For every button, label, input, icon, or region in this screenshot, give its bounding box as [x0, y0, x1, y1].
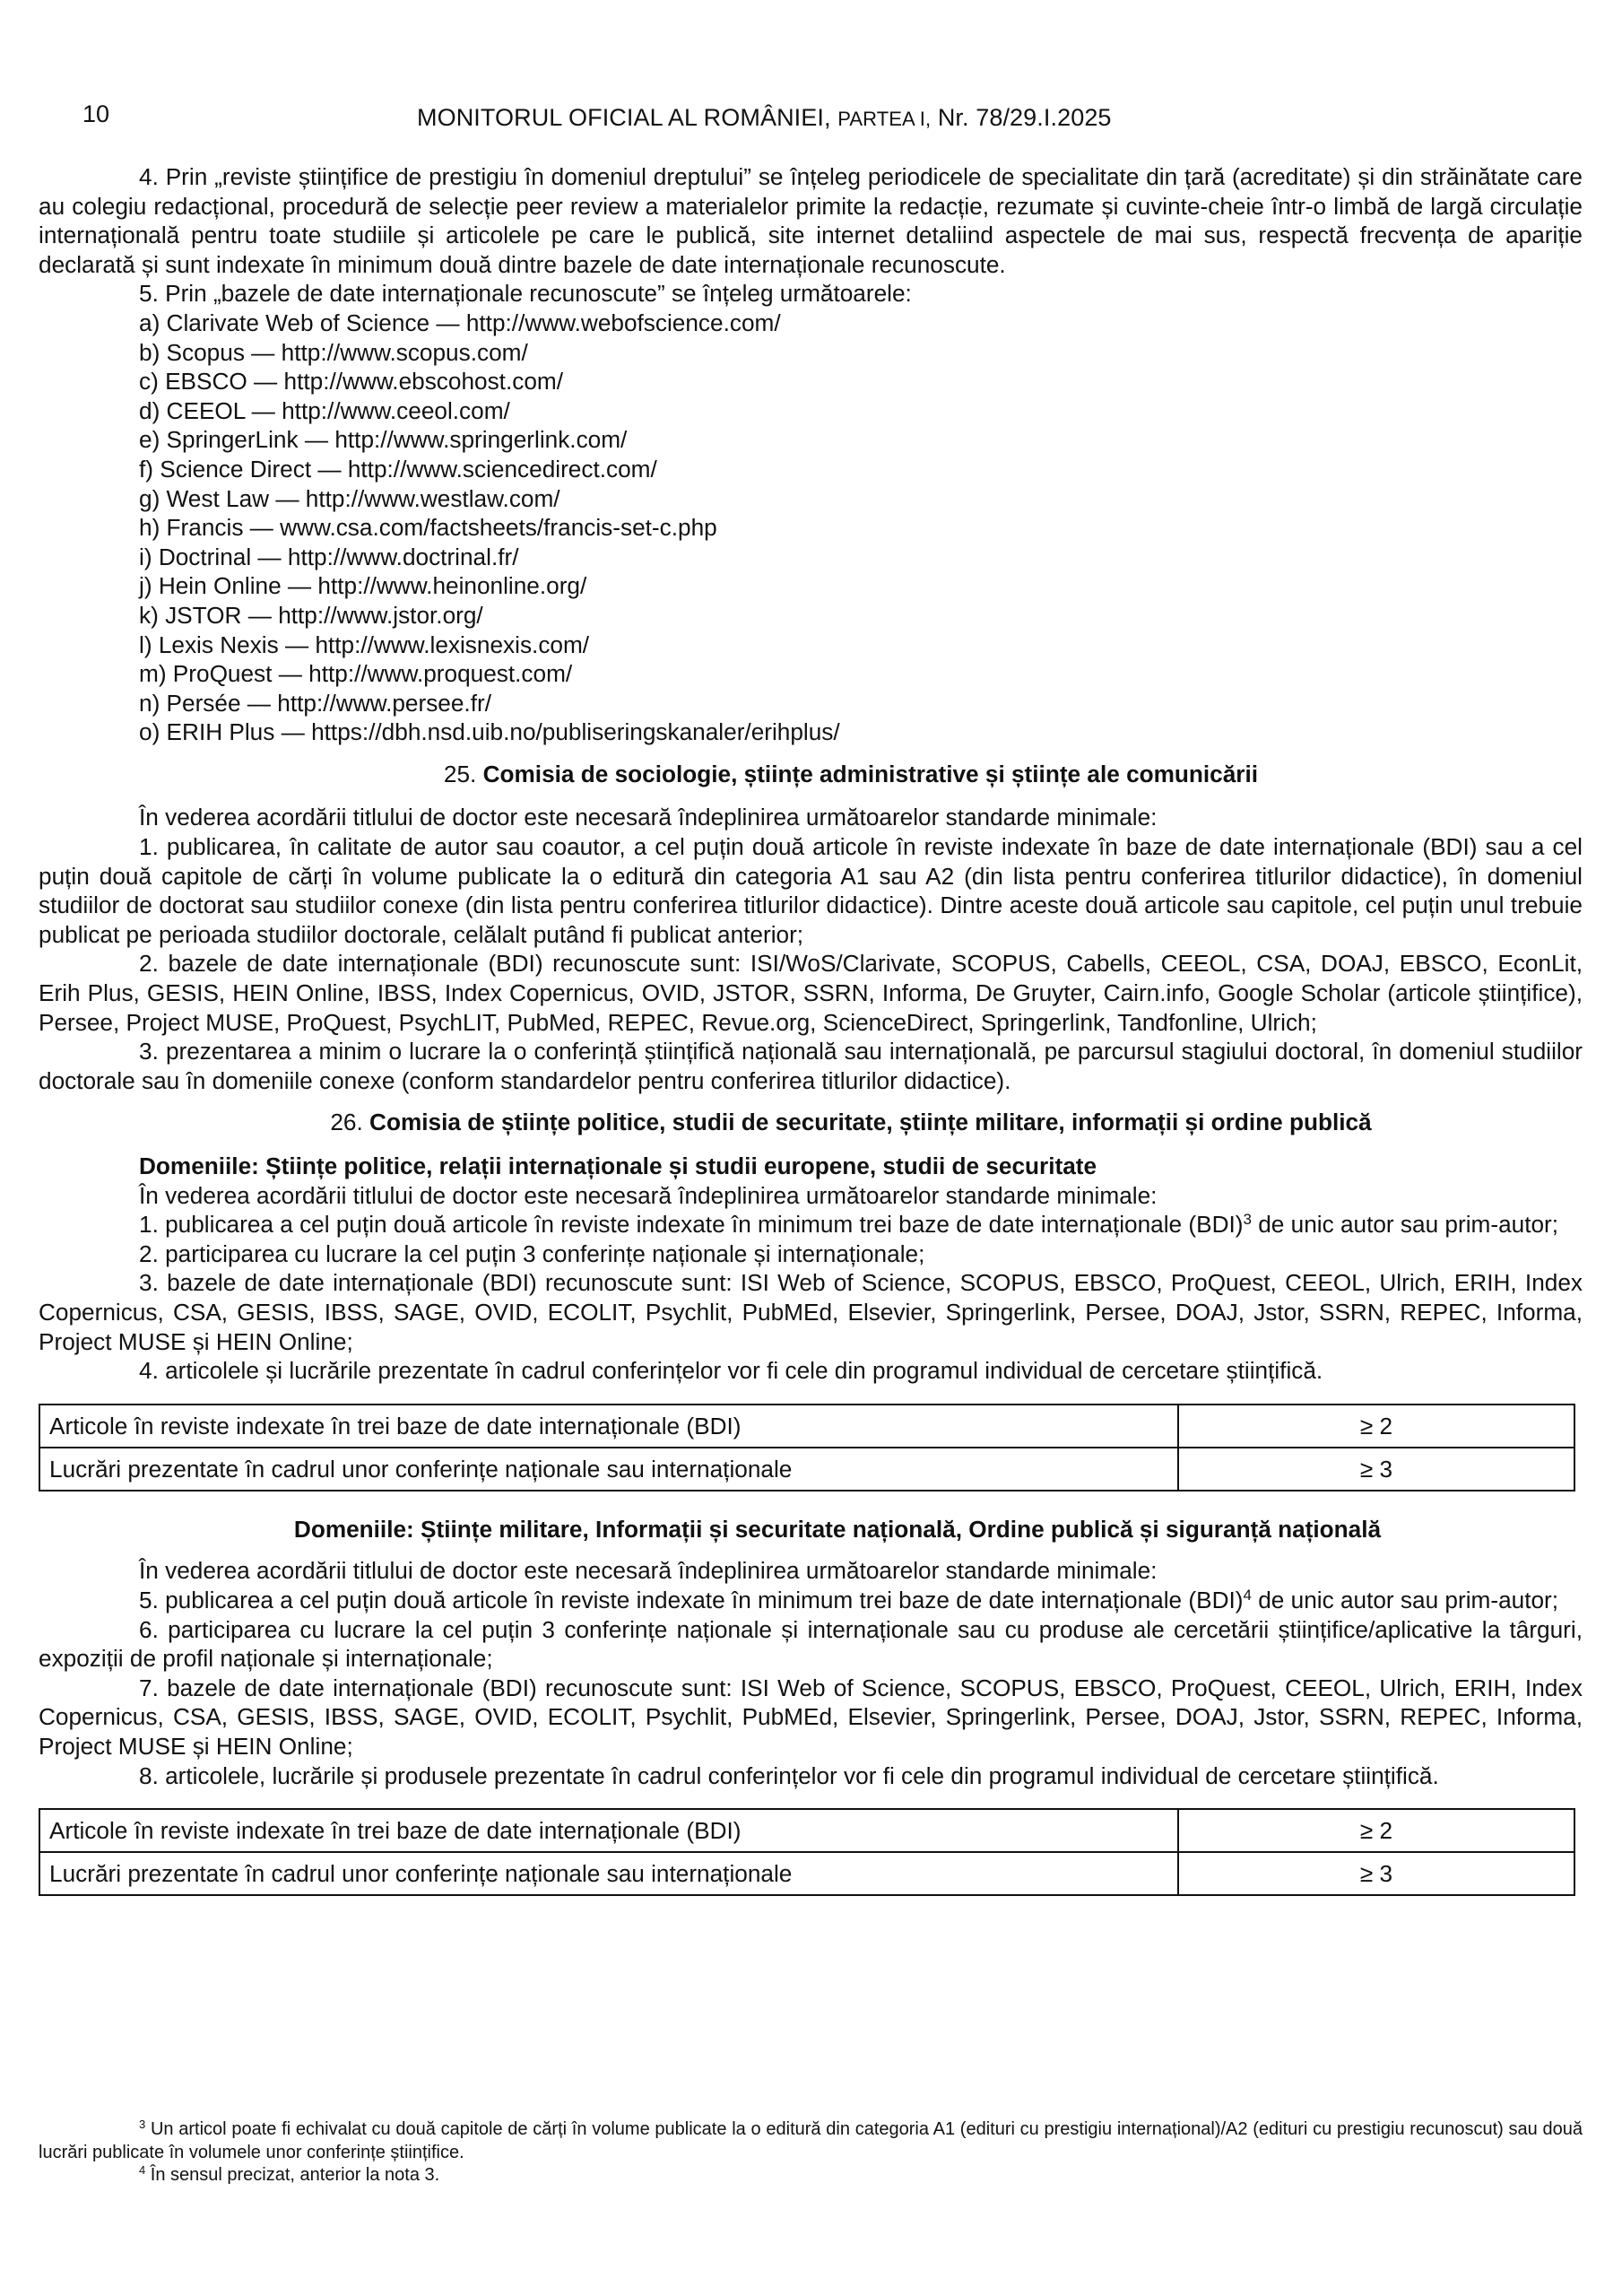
value-cell: ≥ 3: [1178, 1852, 1574, 1895]
section-25-item: 3. prezentarea a minim o lucrare la o conferință științifică națională sau internațională, pe parcursul stagiului doctoral, în domeniul studiilor doctorale sau în domeniile conexe (conform standardelor pentru conferirea titlurilor didactice).: [39, 1038, 1583, 1094]
table-row: [39, 1852, 1574, 1895]
domain-1-intro: În vederea acordării titlului de doctor este necesară îndeplinirea următoarelor standarde minimale:: [139, 1181, 1158, 1209]
footnote-mark: 4: [139, 2163, 146, 2177]
database-list-item: g) West Law — http://www.westlaw.com/: [139, 484, 560, 512]
domain-1-heading: Domeniile: Științe politice, relații internaționale și studii europene, studii de securitate: [139, 1152, 1097, 1179]
database-list-item: l) Lexis Nexis — http://www.lexisnexis.com/: [139, 631, 590, 658]
section-25-intro: În vederea acordării titlului de doctor este necesară îndeplinirea următoarelor standarde minimale:: [139, 804, 1158, 831]
domain-2-intro: În vederea acordării titlului de doctor este necesară îndeplinirea următoarelor standarde minimale:: [139, 1557, 1158, 1585]
item-text: 5. publicarea a cel puțin două articole în reviste indexate în minimum trei baze de date internaționale (BDI): [139, 1586, 1244, 1613]
item-text: de unic autor sau prim-autor;: [1251, 1586, 1559, 1613]
section-26-number: 26.: [330, 1109, 363, 1136]
footnote-4: [39, 2164, 1583, 2187]
table-row: [39, 1405, 1574, 1448]
criterion-cell: Articole în reviste indexate în trei baze de date internaționale (BDI): [39, 1405, 1178, 1448]
database-list-item: n) Persée — http://www.persee.fr/: [139, 689, 491, 717]
publication-part: PARTEA I,: [837, 108, 932, 130]
criterion-cell: Lucrări prezentate în cadrul unor conferințe naționale sau internaționale: [39, 1852, 1178, 1895]
value-cell: ≥ 3: [1178, 1448, 1574, 1491]
section-25-heading: [39, 760, 1583, 789]
database-list-item: j) Hein Online — http://www.heinonline.org/: [139, 572, 587, 600]
domain-1-item: 3. bazele de date internaționale (BDI) recunoscute sunt: ISI Web of Science, SCOPUS, EBSCO, ProQuest, CEEOL, Ulrich, ERIH, Index Copernicus, CSA, GESIS, IBSS, SAGE, OVID, ECOLIT, Psychlit, PubMEd, Elsevier, Springerlink, Persee, DOAJ, Jstor, SSRN, REPEC, Informa, Project MUSE și HEIN Online;: [39, 1269, 1583, 1355]
section-25-title: Comisia de sociologie, științe administrative și științe ale comunicării: [482, 760, 1259, 787]
database-list-item: o) ERIH Plus — https://dbh.nsd.uib.no/publiseringskanaler/erihplus/: [139, 718, 840, 746]
domain-2-criteria-table: [39, 1808, 1575, 1896]
section-26-title: Comisia de științe politice, studii de securitate, științe militare, informații și ordine publică: [369, 1109, 1372, 1136]
section-25-number: 25.: [443, 760, 477, 787]
domain-2-item: [39, 1586, 1583, 1615]
footnote-text: Un articol poate fi echivalat cu două capitole de cărți în volume publicate la o editură din categoria A1 (edituri cu prestigiu internațional)/A2 (edituri cu prestigiu recunoscut) sau două lucrări publicate în volumele unor conferințe științifice.: [39, 2119, 1583, 2162]
table-row: [39, 1448, 1574, 1491]
item-text: de unic autor sau prim-autor;: [1251, 1211, 1559, 1239]
publication-title: MONITORUL OFICIAL AL ROMÂNIEI,: [417, 104, 831, 131]
domain-2-item: 8. articolele, lucrările și produsele prezentate în cadrul conferințelor vor fi cele din programul individual de cercetare științifică.: [139, 1761, 1439, 1789]
database-list-item: f) Science Direct — http://www.sciencedirect.com/: [139, 455, 657, 483]
domain-2-item: 7. bazele de date internaționale (BDI) recunoscute sunt: ISI Web of Science, SCOPUS, EBSCO, ProQuest, CEEOL, Ulrich, ERIH, Index Copernicus, CSA, GESIS, IBSS, SAGE, OVID, ECOLIT, Psychlit, PubMEd, Elsevier, Springerlink, Persee, DOAJ, Jstor, SSRN, REPEC, Informa, Project MUSE și HEIN Online;: [39, 1674, 1583, 1760]
domain-2-heading: Domeniile: Științe militare, Informații și securitate națională, Ordine publică și siguranță națională: [293, 1515, 1382, 1543]
database-list-item: c) EBSCO — http://www.ebscohost.com/: [139, 368, 563, 396]
criterion-cell: Articole în reviste indexate în trei baze de date internaționale (BDI): [39, 1809, 1178, 1852]
database-list-item: h) Francis — www.csa.com/factsheets/francis-set-c.php: [139, 514, 717, 542]
section-25-item: 2. bazele de date internaționale (BDI) recunoscute sunt: ISI/WoS/Clarivate, SCOPUS, Cabells, CEEOL, CSA, DOAJ, EBSCO, EconLit, Erih Plus, GESIS, HEIN Online, IBSS, Index Copernicus, OVID, JSTOR, SSRN, Informa, De Gruyter, Cairn.info, Google Scholar (articole științifice), Persee, Project MUSE, ProQuest, PsychLIT, PubMed, REPEC, Revue.org, ScienceDirect, Springerlink, Tandfonline, Ulrich;: [39, 950, 1583, 1036]
footnote-text: În sensul precizat, anterior la nota 3.: [145, 2165, 440, 2185]
table-row: [39, 1809, 1574, 1852]
section-26-heading: [39, 1108, 1583, 1137]
publication-issue: Nr. 78/29.I.2025: [937, 104, 1112, 131]
page-number: 10: [82, 100, 110, 127]
item-text: 1. publicarea a cel puțin două articole în reviste indexate în minimum trei baze de date internaționale (BDI): [139, 1211, 1244, 1239]
paragraph-4: 4. Prin „reviste științifice de prestigiu în domeniul dreptului” se înțeleg periodicele de specialitate din țară (acreditate) și din străinătate care au colegiu redacțional, procedură de selecție peer review a materialelor primite la redacție, rezumate și cuvinte-cheie într-o limbă de largă circulație internațională pentru toate studiile și articolele pe care le publică, site internet detaliind aspectele de mai sus, respectă frecvența de apariție declarată și sunt indexate în minimum două dintre bazele de date internaționale recunoscute.: [39, 163, 1583, 278]
section-25-item: 1. publicarea, în calitate de autor sau coautor, a cel puțin două articole în reviste indexate în baze de date internaționale (BDI) sau a cel puțin două capitole de cărți în volume publicate la o editură din categoria A1 sau A2 (din lista pentru conferirea titlurilor didactice), în domeniul studiilor de doctorat sau studiilor conexe (din lista pentru conferirea titlurilor didactice). Dintre aceste două articole sau capitole, cel puțin unul trebuie publicat pe perioada studiilor doctorale, celălalt putând fi publicat anterior;: [39, 833, 1583, 948]
database-list-item: d) CEEOL — http://www.ceeol.com/: [139, 396, 510, 424]
criterion-cell: Lucrări prezentate în cadrul unor conferințe naționale sau internaționale: [39, 1448, 1178, 1491]
database-list-item: b) Scopus — http://www.scopus.com/: [139, 338, 528, 366]
value-cell: ≥ 2: [1178, 1809, 1574, 1852]
paragraph-5: 5. Prin „bazele de date internaționale recunoscute” se înțeleg următoarele:: [139, 280, 912, 308]
footnote-ref[interactable]: 4: [1243, 1586, 1252, 1604]
domain-1-item: 2. participarea cu lucrare la cel puțin 3 conferințe naționale și internaționale;: [139, 1239, 925, 1267]
footnote-ref[interactable]: 3: [1243, 1211, 1252, 1229]
footnote-mark: 3: [139, 2118, 146, 2131]
domain-2-item: 6. participarea cu lucrare la cel puțin 3 conferințe naționale și internaționale sau cu produse ale cercetării științifice/aplicative la târguri, expoziții de profil naționale și internaționale;: [39, 1615, 1583, 1673]
domain-1-item: [39, 1210, 1583, 1239]
domain-1-criteria-table: [39, 1404, 1575, 1492]
domain-1-item: 4. articolele și lucrările prezentate în cadrul conferințelor vor fi cele din programul individual de cercetare științifică.: [139, 1357, 1323, 1385]
database-list-item: e) SpringerLink — http://www.springerlink.com/: [139, 426, 628, 454]
database-list-item: i) Doctrinal — http://www.doctrinal.fr/: [139, 543, 519, 570]
document-body: [39, 162, 1583, 1896]
database-list-item: a) Clarivate Web of Science — http://www.webofscience.com/: [139, 309, 781, 336]
database-list: [39, 309, 1583, 747]
running-header: [417, 103, 1112, 134]
database-list-item: k) JSTOR — http://www.jstor.org/: [139, 601, 483, 629]
value-cell: ≥ 2: [1178, 1405, 1574, 1448]
database-list-item: m) ProQuest — http://www.proquest.com/: [139, 660, 573, 688]
footnote-3: [39, 2118, 1583, 2164]
footnotes: [39, 2118, 1583, 2187]
